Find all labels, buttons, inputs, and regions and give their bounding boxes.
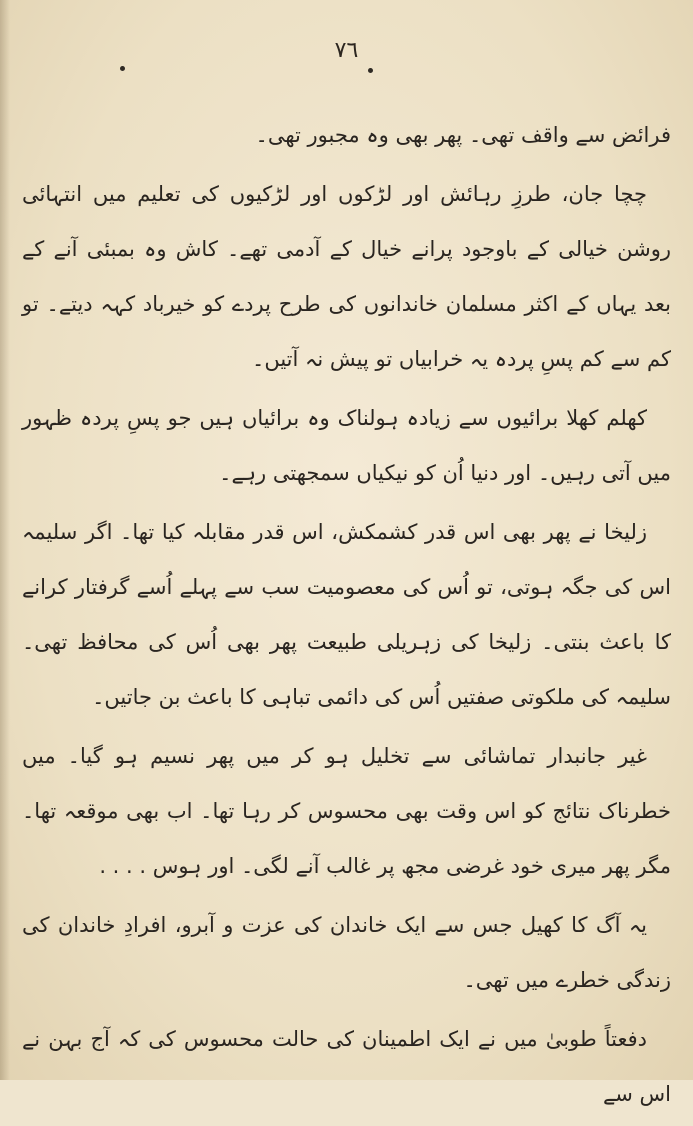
ink-speck xyxy=(368,68,373,73)
paragraph-text: چچا جان، طرزِ رہائش اور لڑکوں اور لڑکیوں کی تعلیم میں انتہائی روشن خیالی کے باوجود پرانے خیال کے آدمی تھے۔ کاش وہ بمبئی آنے کے بعد یہاں کے اکثر مسلمان خاندانوں کی طرح پردے کو خیرباد کہہ دیتے۔ تو کم سے کم پسِ پردہ یہ خرابیاں تو پیش نہ آتیں۔ xyxy=(22,182,671,371)
paragraph-3 xyxy=(22,391,671,501)
paragraph-text: زلیخا نے پھر بھی اس قدر کشمکش، اس قدر مقابلہ کیا تھا۔ اگر سلیمہ اس کی جگہ ہوتی، تو اُس کی معصومیت سب سے پہلے اُسے گرفتار کرانے کا باعث بنتی۔ زلیخا کی زہریلی طبیعت پھر بھی اُس کی محافظ تھی۔ سلیمہ کی ملکوتی صفتیں اُس کی دائمی تباہی کا باعث بن جاتیں۔ xyxy=(22,520,671,709)
paragraph-1 xyxy=(22,108,671,163)
paragraph-5 xyxy=(22,729,671,894)
paragraph-7 xyxy=(22,1012,671,1122)
page-number: ٧٦ xyxy=(334,38,359,63)
paragraph-text: یہ آگ کا کھیل جس سے ایک خاندان کی عزت و آبرو، افرادِ خاندان کی زندگی خطرے میں تھی۔ xyxy=(22,913,671,992)
ink-speck xyxy=(120,66,125,71)
paragraph-6 xyxy=(22,898,671,1008)
paragraph-2 xyxy=(22,167,671,387)
paragraph-text: کھلم کھلا برائیوں سے زیادہ ہولناک وہ برائیاں ہیں جو پسِ پردہ ظہور میں آتی رہیں۔ اور دنیا اُن کو نیکیاں سمجھتی رہے۔ xyxy=(22,406,671,485)
body-text xyxy=(22,108,671,1126)
paragraph-text: غیر جانبدار تماشائی سے تخلیل ہو کر میں پھر نسیم ہو گیا۔ میں خطرناک نتائج کو اس وقت بھی محسوس کر رہا تھا۔ اب بھی موقعہ تھا۔ مگر پھر میری خود غرضی مجھ پر غالب آنے لگی۔ اور ہوس . . . . xyxy=(22,744,671,878)
page-binding-shadow xyxy=(0,0,10,1080)
paragraph-text: دفعتاً طوبیٰ میں نے ایک اطمینان کی حالت محسوس کی کہ آج بہن نے اس سے xyxy=(22,1027,671,1106)
paragraph-text: فرائض سے واقف تھی۔ پھر بھی وہ مجبور تھی۔ xyxy=(255,123,671,147)
paragraph-4 xyxy=(22,505,671,725)
